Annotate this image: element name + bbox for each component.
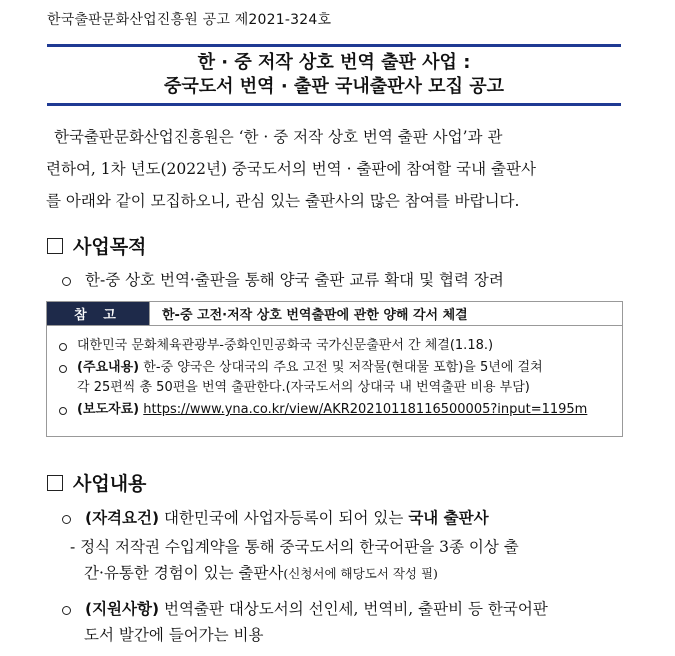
section-heading-purpose (47, 232, 146, 259)
reference-item (59, 358, 610, 398)
circle-bullet-icon (62, 277, 71, 286)
section-heading-content (47, 469, 146, 496)
reference-item-label: (보도자료) (77, 402, 140, 417)
eligibility-text: 대한민국에 사업자등록이 되어 있는 (164, 509, 404, 527)
section-heading-text: 사업목적 (73, 236, 147, 258)
eligibility-detail-line: - 정식 저작권 수입계약을 통해 중국도서의 한국어판을 3종 이상 출 (70, 538, 519, 556)
reference-tag: 참 고 (47, 302, 149, 325)
eligibility-detail (70, 534, 622, 587)
section-heading-text: 사업내용 (73, 473, 147, 495)
reference-header (47, 302, 622, 326)
circle-bullet-icon (59, 343, 67, 351)
eligibility-detail-text: 간·유통한 경험이 있는 출판사 (84, 564, 284, 582)
eligibility-detail-line (70, 560, 622, 587)
reference-item-label: (주요내용) (77, 360, 140, 375)
reference-item-text: 대한민국 문화체육관광부-중화인민공화국 국가신문출판서 간 체결(1.18.) (77, 338, 494, 353)
circle-bullet-icon (62, 606, 71, 615)
title-top-rule (47, 44, 621, 47)
purpose-text: 한-중 상호 번역·출판을 통해 양국 출판 교류 확대 및 협력 장려 (85, 271, 504, 289)
notice-number: 한국출판문화산업진흥원 공고 제2021-324호 (47, 12, 332, 28)
reference-item (59, 400, 610, 420)
intro-paragraph (46, 121, 624, 217)
support-label: (지원사항) (85, 600, 160, 618)
page-title-line2: 중국도서 번역 · 출판 국내출판사 모집 공고 (163, 76, 505, 97)
reference-box (46, 301, 623, 437)
intro-line: 련하여, 1차 년도(2022년) 중국도서의 번역 · 출판에 참여할 국내 출판사 (46, 160, 536, 178)
purpose-bullet (62, 268, 504, 290)
reference-body (47, 326, 622, 420)
eligibility-note: (신청서에 해당도서 작성 필) (283, 566, 438, 581)
reference-item-text (77, 358, 543, 398)
reference-item-content: 각 25편씩 총 50편을 번역 출판한다.(자국도서의 상대국 내 번역출판 비용 부담) (77, 380, 530, 395)
support-text: 번역출판 대상도서의 선인세, 번역비, 출판비 등 한국어판 (164, 600, 548, 618)
intro-line: 한국출판문화산업진흥원은 ‘한 · 중 저작 상호 번역 출판 사업’과 관 (54, 128, 503, 146)
reference-item-content: 한-중 양국은 상대국의 주요 고전 및 저작물(현대물 포함)을 5년에 걸쳐 (143, 360, 543, 375)
circle-bullet-icon (59, 407, 67, 415)
circle-bullet-icon (59, 365, 67, 373)
eligibility-bullet (62, 506, 489, 528)
title-box (47, 44, 621, 106)
checkbox-square-icon (47, 475, 63, 491)
reference-item-text (77, 400, 587, 420)
title-bottom-rule (47, 103, 621, 106)
checkbox-square-icon (47, 238, 63, 254)
page-title-line1: 한 · 중 저작 상호 번역 출판 사업 : (197, 52, 471, 73)
eligibility-label: (자격요건) (85, 509, 160, 527)
eligibility-highlight: 국내 출판사 (408, 509, 489, 527)
circle-bullet-icon (62, 515, 71, 524)
intro-line: 를 아래와 같이 모집하오니, 관심 있는 출판사의 많은 참여를 바랍니다. (46, 192, 520, 210)
reference-item (59, 336, 610, 356)
reference-title: 한-중 고전·저작 상호 번역출판에 관한 양해 각서 체결 (149, 302, 622, 325)
support-text-line: 도서 발간에 들어가는 비용 (84, 626, 264, 644)
support-bullet (62, 596, 622, 648)
press-release-link[interactable]: https://www.yna.co.kr/view/AKR20210118116500005?input=1195m (143, 402, 588, 417)
